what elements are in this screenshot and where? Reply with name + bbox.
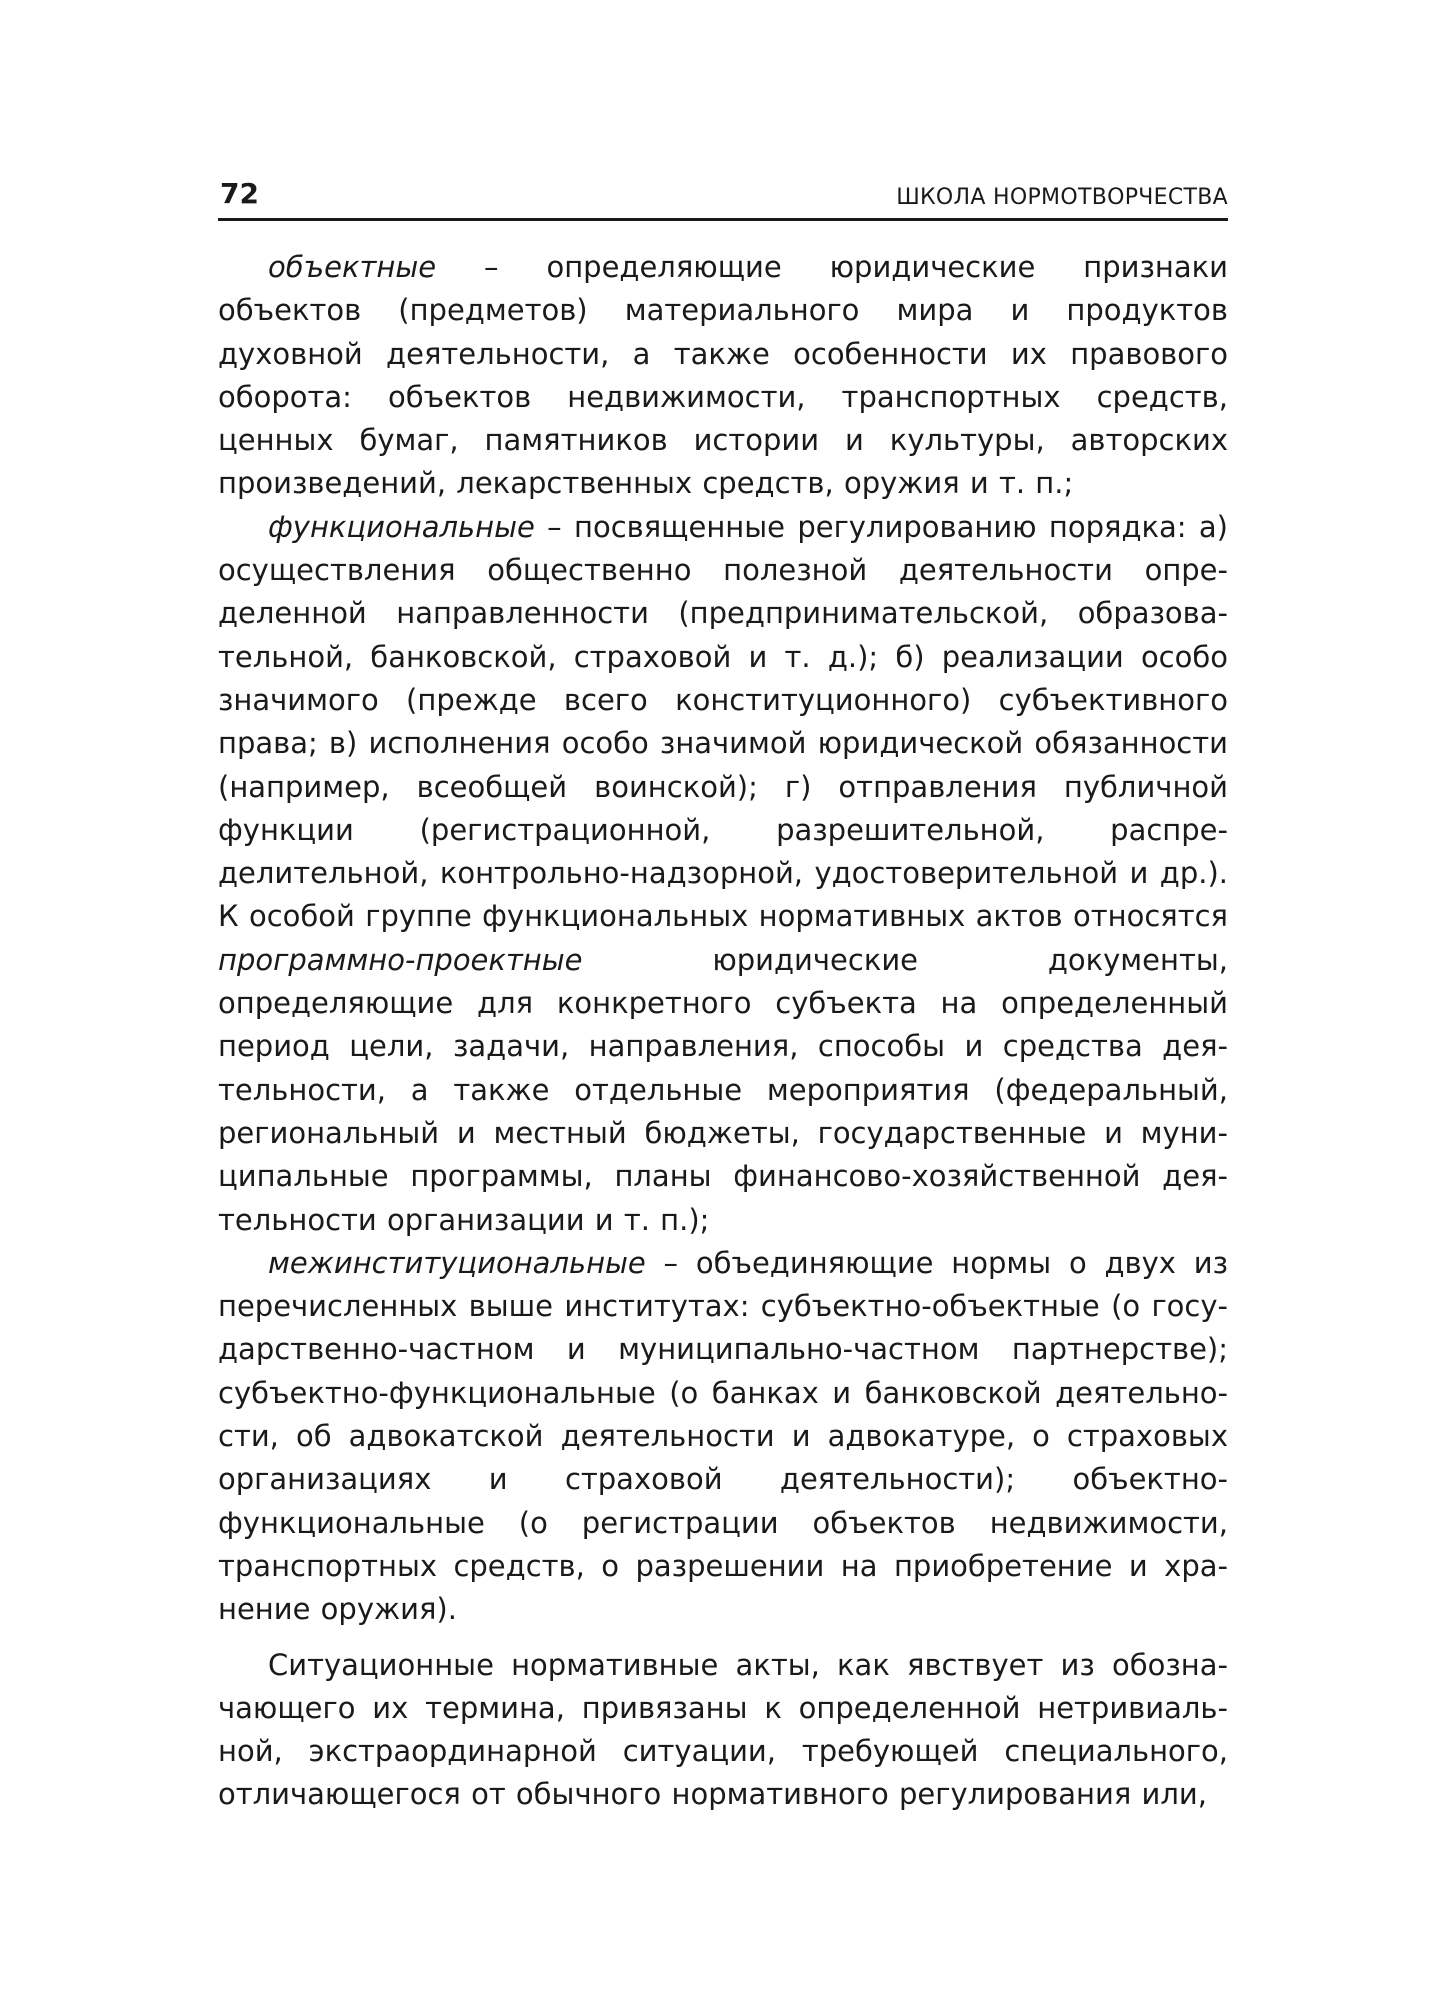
paragraph-text: – определяющие юридические признаки объектов (предметов) материального мира и продуктов духовной деятельности, а также особенности их правового оборота: объектов недвижимости, транспортных средств, ценных бумаг, памятников истории и культуры, авторских произведений, лекарственных средств, оружия и т. п.; [218, 250, 1228, 501]
term-interinstitutional: межинституциональные [268, 1245, 646, 1280]
paragraph-text: юридические документы, определяющие для конкретного субъекта на определенный период цели, задачи, направления, способы и средства деятельности, а также отдельные мероприятия (федеральный, региональный и местный бюджеты, государственные и муниципальные программы, планы финансово-хозяйственной деятельности организации и т. п.); [218, 942, 1228, 1237]
page-header [218, 170, 1228, 221]
paragraph-text: Ситуационные нормативные акты, как явствует из обозначающего их термина, привязаны к определенной нетривиальной, экстраординарной ситуации, требующей специального, отличающегося от обычного нормативного регулирования или, [218, 1647, 1228, 1812]
paragraph-objective [218, 246, 1228, 506]
term-functional: функциональные [268, 509, 535, 544]
paragraph-functional [218, 506, 1228, 1242]
term-objective: объектные [268, 250, 437, 284]
paragraph-interinstitutional [218, 1242, 1228, 1632]
term-program-project: программно-проектные [218, 942, 583, 977]
paragraph-text: – посвященные регулированию порядка: а) осуществления общественно полезной деятельности определенной направленности (предпринимательской, образовательной, банковской, страховой и т. д.); б) реализации особо значимого (прежде всего конституционного) субъективного права; в) исполнения особо значимой юридической обязанности (например, всеобщей воинской); г) отправления публичной функции (регистрационной, разрешительной, распределительной, контрольно-надзорной, удостоверительной и др.). К особой группе функциональных нормативных актов относятся [218, 509, 1228, 934]
running-title: ШКОЛА НОРМОТВОРЧЕСТВА [896, 185, 1228, 210]
paragraph-situational [218, 1644, 1228, 1817]
page-body [218, 246, 1228, 1817]
paragraph-text: – объединяющие нормы о двух из перечисленных выше институтах: субъектно-объектные (о государственно-частном и муниципально-частном партнерстве); субъектно-функциональные (о банках и банковской деятельности, об адвокатской деятельности и адвокатуре, о страховых организациях и страховой деятельности); объектно-функциональные (о регистрации объектов недвижимости, транспортных средств, о разрешении на приобретение и хранение оружия). [218, 1245, 1228, 1627]
page-number: 72 [220, 177, 259, 210]
